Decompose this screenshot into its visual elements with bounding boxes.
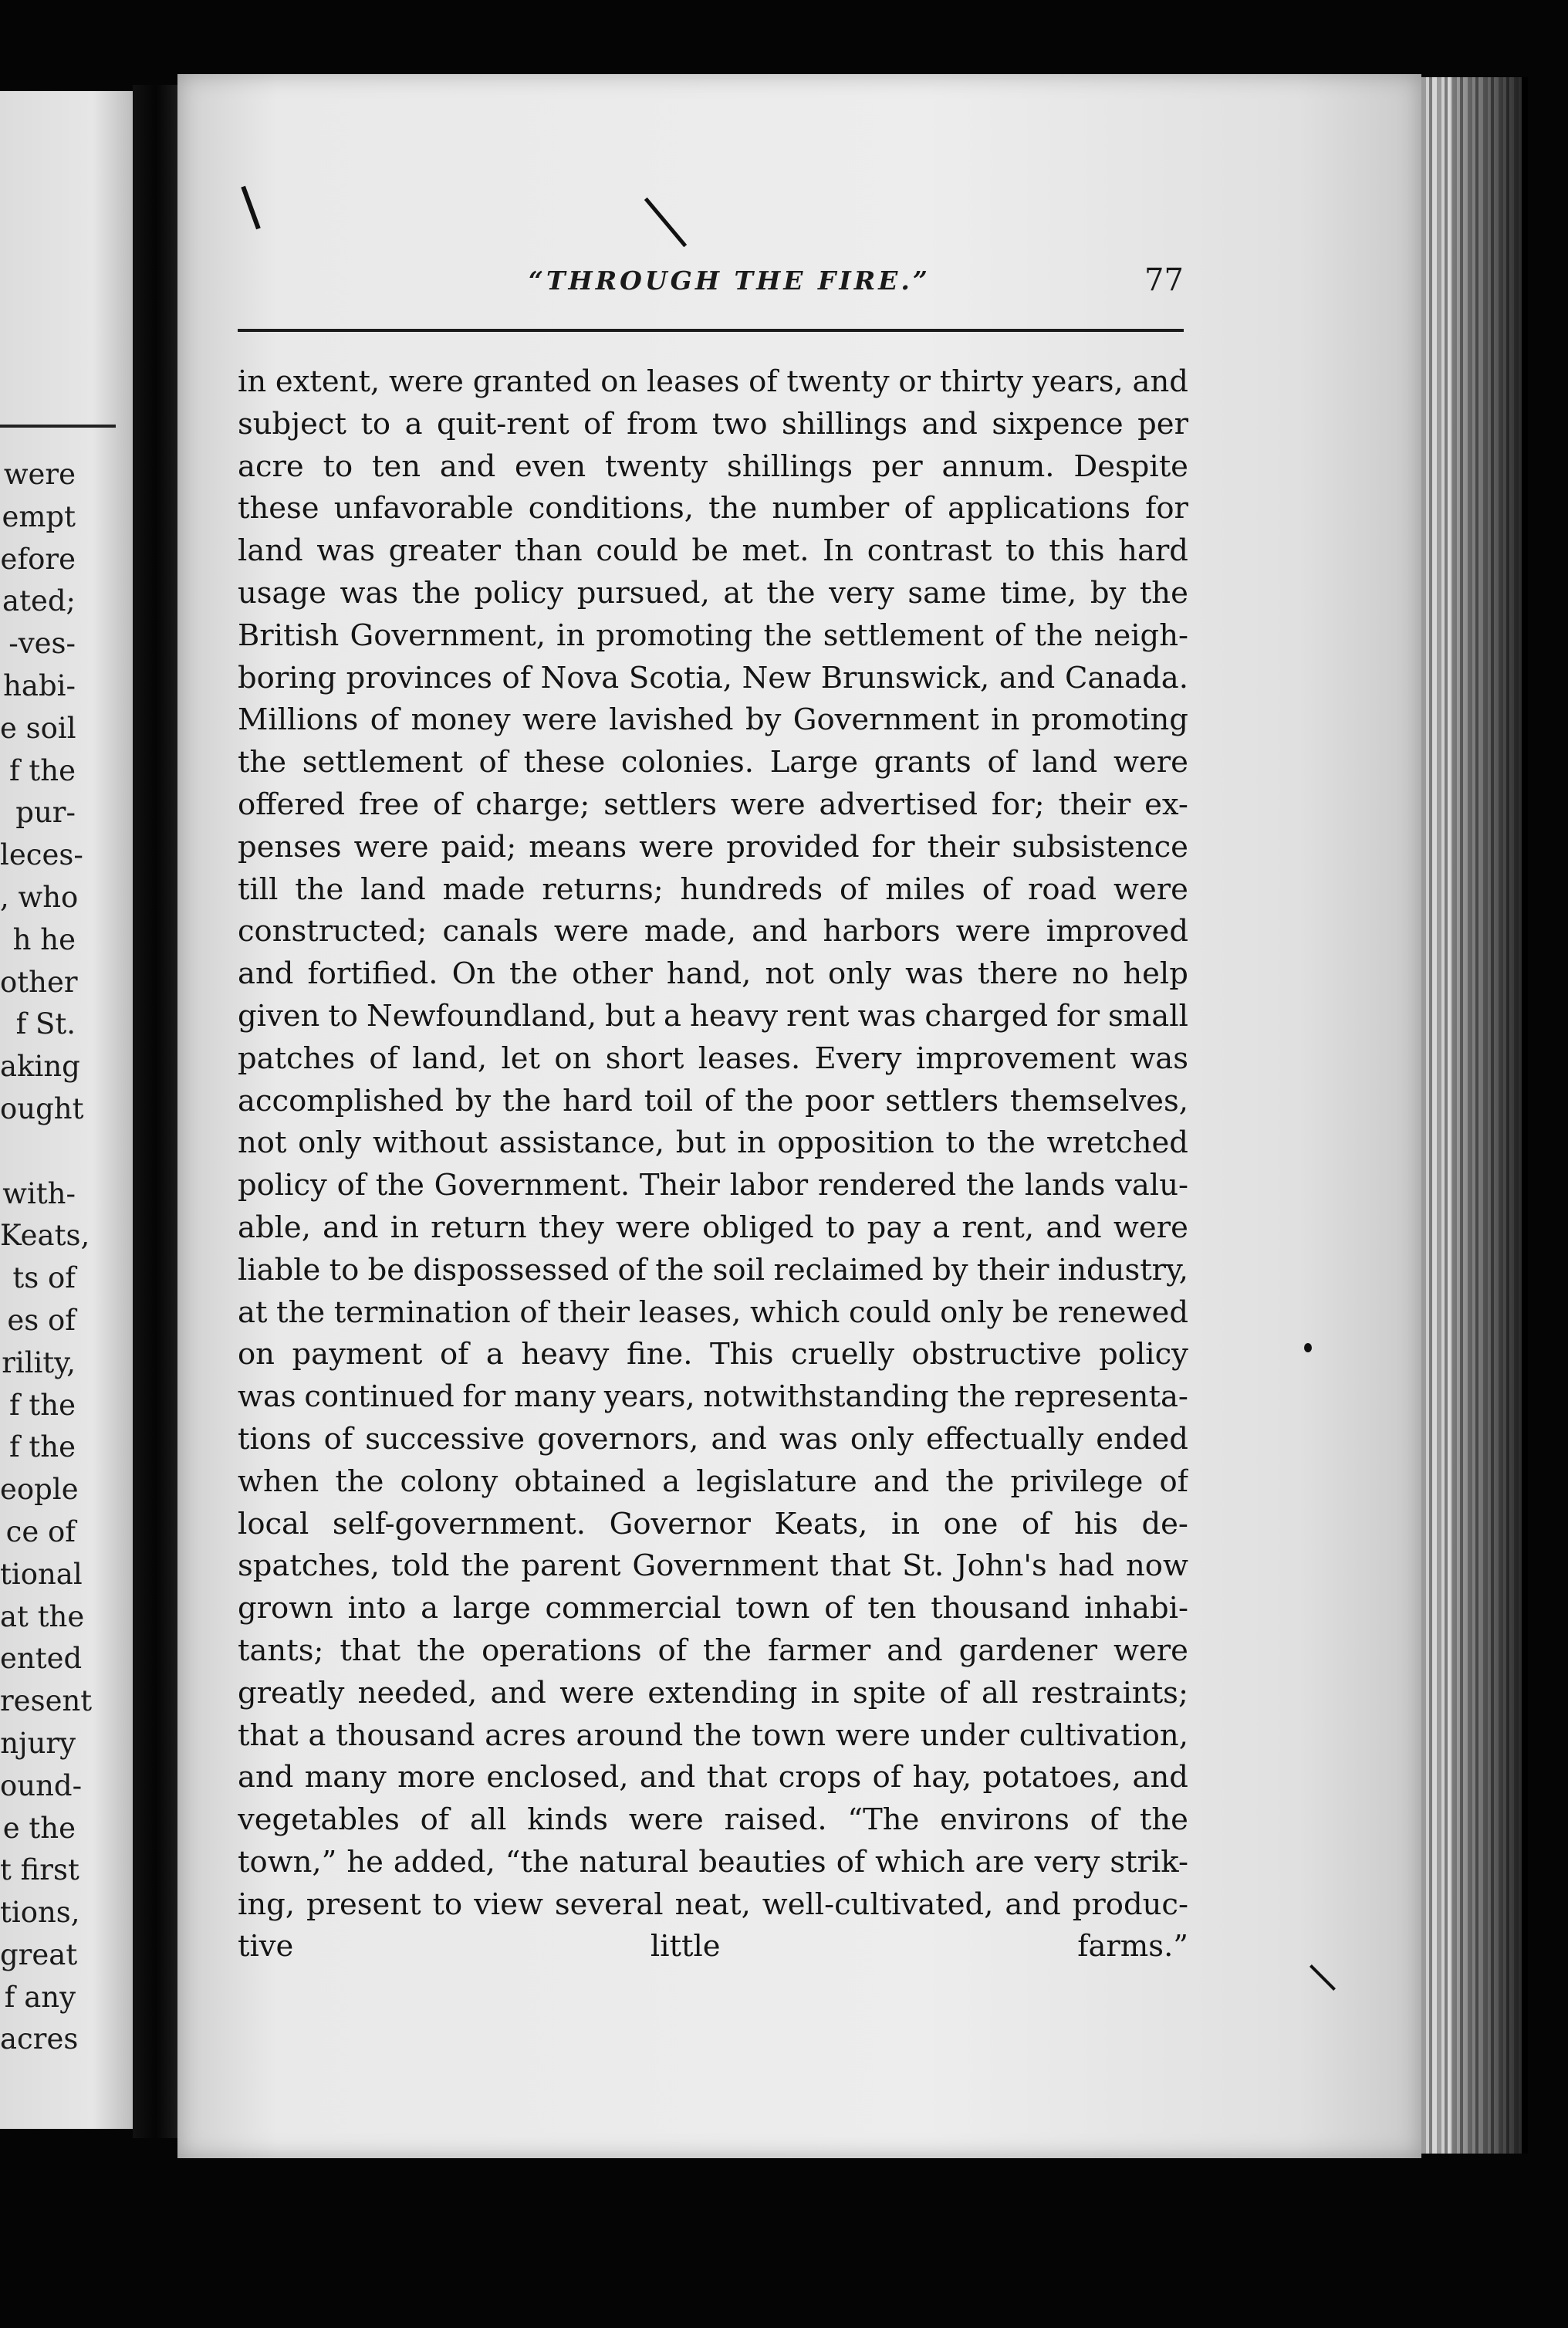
text-line: usage was the policy pursued, at the very same time, by the xyxy=(238,575,1188,611)
text-line: at the termination of their leases, which could only be renewed xyxy=(238,1294,1188,1330)
text-line: till the land made returns; hundreds of miles of road were xyxy=(238,871,1188,907)
left-page-line: ce of xyxy=(5,1514,76,1548)
text-line: spatches, told the parent Government that St. John's had now xyxy=(238,1548,1188,1584)
left-page-line: ated; xyxy=(2,584,76,618)
text-line: on payment of a heavy fine. This cruelly obstructive policy xyxy=(238,1337,1188,1372)
left-page-line: efore xyxy=(0,542,76,576)
text-line: able, and in return they were obliged to pay a rent, and were xyxy=(238,1210,1188,1245)
left-page-line: at the xyxy=(0,1599,85,1633)
left-page-line: eople xyxy=(0,1473,79,1507)
left-page-line: rility, xyxy=(2,1345,76,1379)
text-line: boring provinces of Nova Scotia, New Brunswick, and Canada. xyxy=(238,660,1188,695)
text-line: British Government, in promoting the settlement of the neigh- xyxy=(238,618,1188,653)
text-line: the settlement of these colonies. Large grants of land were xyxy=(238,745,1188,780)
left-page-line: pur- xyxy=(15,796,76,830)
text-line: and fortified. On the other hand, not only was there no help xyxy=(238,956,1188,992)
header-rule xyxy=(238,329,1184,332)
text-line: offered free of charge; settlers were advertised for; their ex- xyxy=(238,787,1188,822)
left-page-line: ound- xyxy=(0,1768,83,1802)
left-page-line: were xyxy=(3,458,76,491)
left-page-rule xyxy=(0,425,116,428)
left-page-line: leces- xyxy=(0,838,83,872)
left-page-line: tional xyxy=(0,1557,83,1591)
text-line: tive little farms.” xyxy=(238,1929,1188,1964)
text-line: tants; that the operations of the farmer and gardener were xyxy=(238,1633,1188,1668)
left-page-line: empt xyxy=(2,499,76,533)
left-page-line: aking xyxy=(0,1050,80,1084)
left-page-line: Keats, xyxy=(0,1219,90,1253)
text-line: policy of the Government. Their labor rendered the lands valu- xyxy=(238,1168,1188,1203)
left-page-line: other xyxy=(0,965,78,999)
left-page-line: -ves- xyxy=(8,627,76,661)
text-line: patches of land, let on short leases. Every improvement was xyxy=(238,1040,1188,1076)
book-gutter xyxy=(133,85,179,2138)
text-line: was continued for many years, notwithstanding the representa- xyxy=(238,1379,1188,1415)
left-page-text xyxy=(0,454,133,2061)
left-page-line xyxy=(0,1131,133,1173)
scan-mark xyxy=(1304,1343,1312,1352)
text-line: when the colony obtained a legislature and the privilege of xyxy=(238,1463,1188,1499)
text-line: ing, present to view several neat, well-cultivated, and produc- xyxy=(238,1886,1188,1922)
left-page-line: habi- xyxy=(3,668,76,702)
body-text xyxy=(238,361,1188,1968)
left-page-line: f the xyxy=(8,1388,76,1422)
left-page-line: es of xyxy=(7,1303,76,1337)
text-line: subject to a quit-rent of from two shillings and sixpence per xyxy=(238,406,1188,442)
text-line: grown into a large commercial town of ten thousand inhabi- xyxy=(238,1591,1188,1626)
text-line: accomplished by the hard toil of the poor settlers themselves, xyxy=(238,1083,1188,1118)
left-page-line: ought xyxy=(0,1091,84,1125)
text-line: in extent, were granted on leases of twenty or thirty years, and xyxy=(238,364,1188,399)
left-page-line: great xyxy=(0,1937,78,1971)
left-page-line: e the xyxy=(2,1811,76,1845)
left-facing-page xyxy=(0,91,133,2129)
left-page-line: t first xyxy=(0,1853,79,1887)
left-page-line: f the xyxy=(8,1430,76,1464)
left-page-line: , who xyxy=(0,880,79,914)
text-line: not only without assistance, but in opposition to the wretched xyxy=(238,1125,1188,1161)
text-line: local self-government. Governor Keats, in one of his de- xyxy=(238,1506,1188,1541)
page-number: 77 xyxy=(1144,262,1184,298)
text-line: liable to be dispossessed of the soil reclaimed by their industry, xyxy=(238,1252,1188,1288)
running-head: “THROUGH THE FIRE.” xyxy=(529,266,931,296)
text-line: tions of successive governors, and was only effectually ended xyxy=(238,1421,1188,1457)
left-page-line: resent xyxy=(0,1684,93,1718)
text-line: constructed; canals were made, and harbors were improved xyxy=(238,914,1188,949)
left-page-line: e soil xyxy=(0,711,76,745)
left-page-line: njury xyxy=(0,1726,76,1760)
text-line: and many more enclosed, and that crops of hay, potatoes, and xyxy=(238,1760,1188,1795)
page-edges-shadow xyxy=(1451,77,1528,2154)
left-page-line: with- xyxy=(2,1176,76,1210)
left-page-line: h he xyxy=(12,922,76,956)
left-page-line: acres xyxy=(0,2022,79,2056)
text-line: these unfavorable conditions, the number of applications for xyxy=(238,491,1188,526)
left-page-line: tions, xyxy=(0,1896,80,1930)
text-line: that a thousand acres around the town were under cultivation, xyxy=(238,1717,1188,1753)
left-page-line: ented xyxy=(0,1642,83,1676)
text-line: town,” he added, “the natural beauties of which are very strik- xyxy=(238,1844,1188,1880)
text-line: given to Newfoundland, but a heavy rent was charged for small xyxy=(238,998,1188,1034)
left-page-line: f the xyxy=(8,753,76,787)
text-line: acre to ten and even twenty shillings per annum. Despite xyxy=(238,448,1188,484)
left-page-line: f St. xyxy=(15,1007,76,1041)
left-page-line: ts of xyxy=(12,1261,76,1295)
text-line: penses were paid; means were provided for their subsistence xyxy=(238,829,1188,865)
left-page-line: f any xyxy=(4,1980,76,2014)
text-line: vegetables of all kinds were raised. “The environs of the xyxy=(238,1802,1188,1838)
text-line: greatly needed, and were extending in spite of all restraints; xyxy=(238,1675,1188,1710)
text-line: Millions of money were lavished by Government in promoting xyxy=(238,702,1188,738)
text-line: land was greater than could be met. In contrast to this hard xyxy=(238,533,1188,569)
